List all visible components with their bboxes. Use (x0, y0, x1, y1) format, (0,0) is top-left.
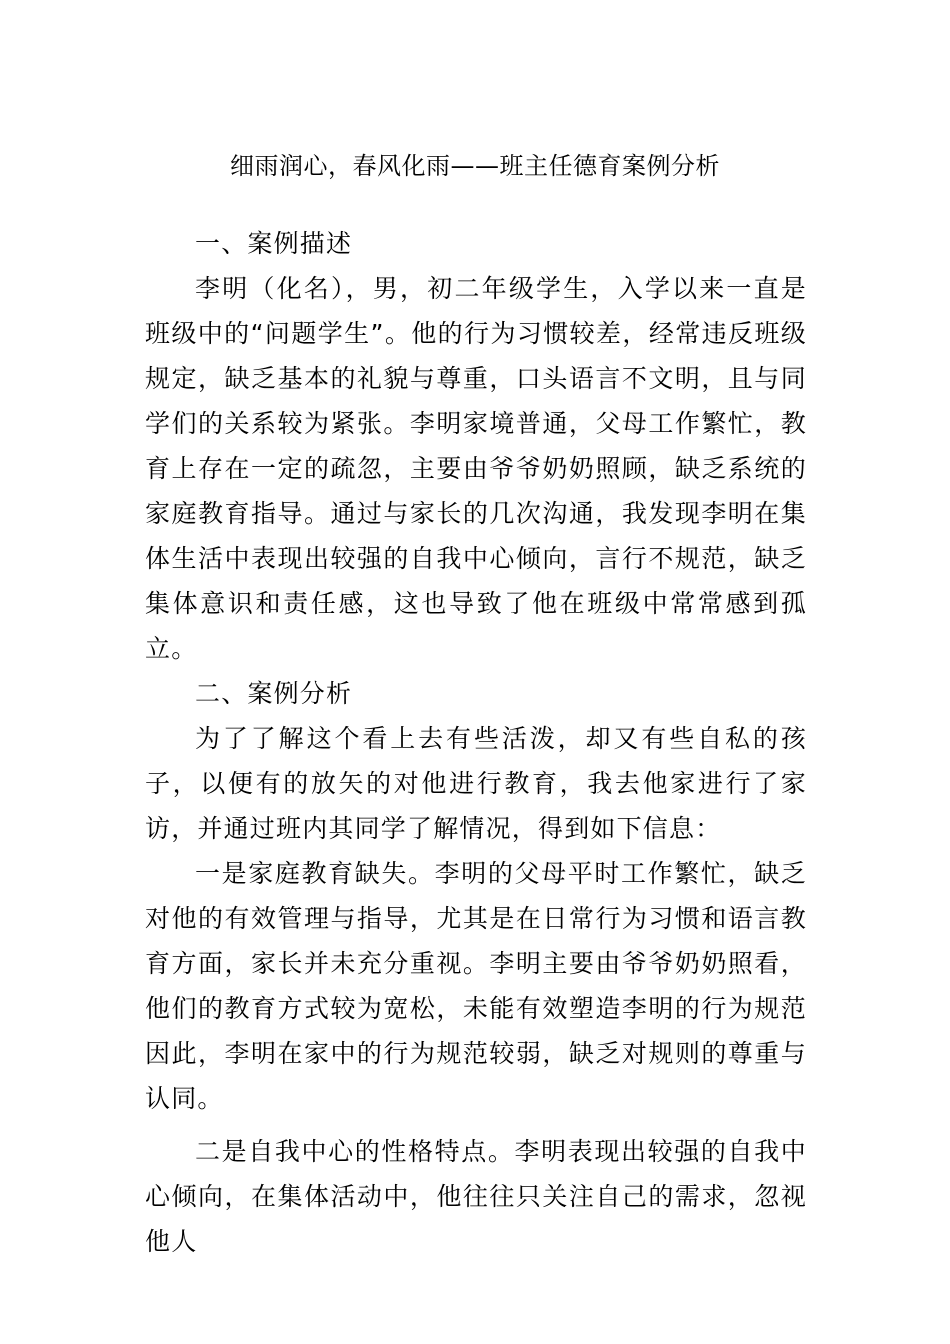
document-body (145, 221, 807, 1264)
section-heading: 二、案例分析 (195, 679, 353, 708)
section-heading: 一、案例描述 (195, 229, 353, 258)
body-paragraph: 二是自我中心的性格特点。李明表现出较强的自我中心倾向，在集体活动中，他往往只关注自己的需求，忽视他人 (145, 1137, 807, 1256)
body-paragraph: 一是家庭教育缺失。李明的父母平时工作繁忙，缺乏对他的有效管理与指导，尤其是在日常行为习惯和语言教育方面，家长并未充分重视。李明主要由爷爷奶奶照看，他们的教育方式较为宽松，未能有效塑造李明的行为规范因此，李明在家中的行为规范较弱，缺乏对规则的尊重与认同。 (145, 859, 807, 1113)
body-paragraph: 李明（化名），男，初二年级学生，入学以来一直是班级中的“问题学生”。他的行为习惯较差，经常违反班级规定，缺乏基本的礼貌与尊重，口头语言不文明，且与同学们的关系较为紧张。李明家境普通，父母工作繁忙，教育上存在一定的疏忽，主要由爷爷奶奶照顾，缺乏系统的家庭教育指导。通过与家长的几次沟通，我发现李明在集体生活中表现出较强的自我中心倾向，言行不规范，缺乏集体意识和责任感，这也导致了他在班级中常常感到孤立。 (145, 274, 807, 663)
body-paragraph: 为了了解这个看上去有些活泼，却又有些自私的孩子，以便有的放矢的对他进行教育，我去他家进行了家访，并通过班内其同学了解情况，得到如下信息： (145, 724, 807, 843)
document-title: 细雨润心，春风化雨——班主任德育案例分析 (230, 152, 720, 180)
